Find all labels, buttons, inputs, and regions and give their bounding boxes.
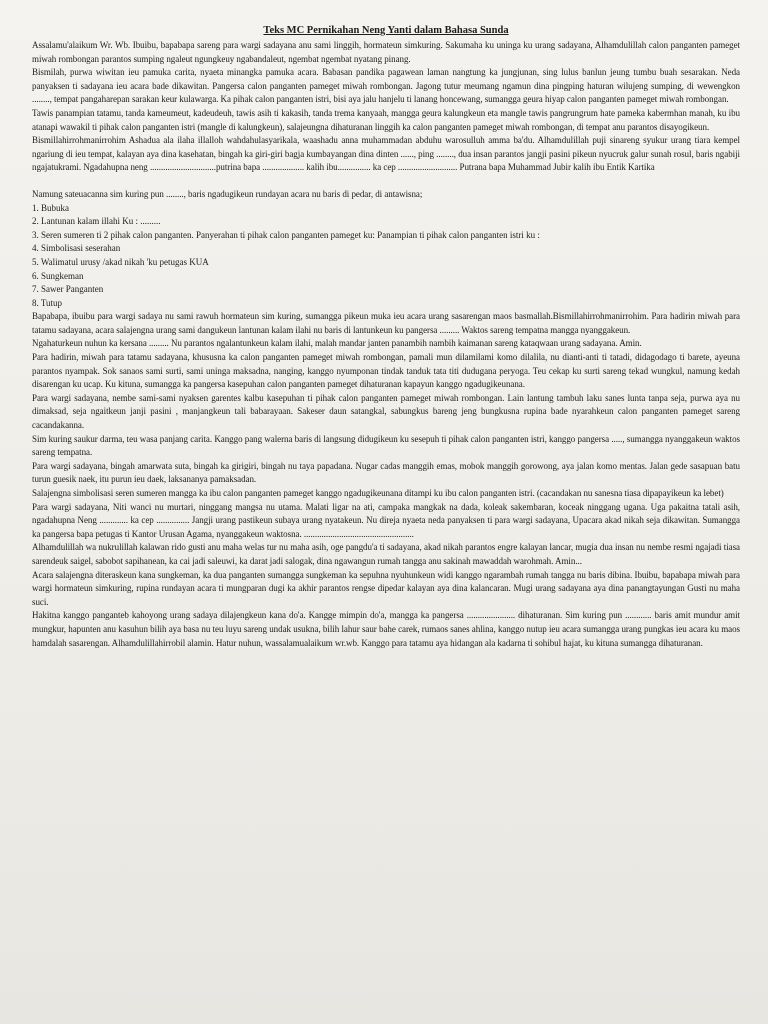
- agenda-item: 3. Seren sumeren ti 2 pihak calon panganten. Panyerahan ti pihak calon panganten pameget ku: Panampian ti pihak calon panganten istri ku :: [32, 229, 540, 240]
- agenda-intro: Namung sateuacanna sim kuring pun ........, baris ngadugikeun rundayan acara nu baris di pedar, di antawisna;: [32, 188, 423, 199]
- blank-line: [32, 175, 740, 188]
- paragraph: Para wargi sadayana, bingah amarwata suta, bingah ka girigiri, bingah nu taya papadana. Nugar cadas manggih emas, mobok manggih gorowong, aya jalan komo mentas. Jalan gede sasapuan batu turun guesik naek, itu purun ieu daek, laksananya pamaksadan.: [32, 460, 740, 485]
- agenda-item: 4. Simbolisasi seserahan: [32, 243, 121, 254]
- paragraph: Tawis panampian tatamu, tanda kameumeut, kadeudeuh, tawis asih ti kakasih, tanda trema kanyaah, mangga geura kalungkeun eta mangle tawis pangrungrum hate pameka kabermhan manah, ku ibu atanapi wawakil ti pihak calon panganten istri (mangle di kalungkeun), salajeungna dihaturanan linggih ka calon panganten pameget miwah rombongan, di tempat anu parantos disayogikeun.: [32, 107, 740, 132]
- agenda-item: 7. Sawer Panganten: [32, 284, 104, 295]
- paragraph: Hakitna kanggo panganteb kahoyong urang sadaya dilajengkeun kana do'a. Kangge mimpin do'a, mangga ka pangersa ...................... dihaturanan. Sim kuring pun ............ baris amit mundur amit mungkur, hapunten anu kasuhun bilih aya basa nu teu luyu sareng undak usukna, bilih lahur saur bahe carek, rumaos sanes ahlina, kanggo nutup ieu acara sumangga urang pungkas ieu acara ku maos hamdalah sasarengan. Alhamdulillahirrobil alamin. Hatur nuhun, wassalamualaikum wr.wb. Kanggo para tatamu aya hidangan ala kadarna ti sohibul hajat, ku kituna sumangga dihaturanan.: [32, 610, 740, 648]
- paragraph: Alhamdulillah wa nukrulillah kalawan rido gusti anu maha welas tur nu maha asih, oge pangdu'a ti sadayana, akad nikah parantos engre kalayan lancar, mugia dua insan nu nembe resmi ngajadi tiasa sarendeuk saigel, sabobot sapihanean, ka cai jadi saleuwi, ka darat jadi salogak, dina ngawangun rumah tangga anu sakinah mawaddah warohmah. Amin...: [32, 542, 740, 566]
- paragraph: Para wargi sadayana, Niti wanci nu murtari, ninggang mangsa nu utama. Malati ligar na ati, campaka mangkak na dada, koleak sakembaran, koceak ninggang ugana. Uga pakaitna tatali asih, ngadahupna Neng ............. ka cep ............... Jangji urang pastikeun subaya urang nyatakeun. Nu direja nyaeta neda panyaksen ti para wargi sadayana, Upacara akad nikah seja dikawitan. Sumangga ka pangersa bapa petugas ti Kantor Urusan Agama, nyanggakeun waktosna. ..................................................: [32, 501, 740, 539]
- paragraph: Para wargi sadayana, nembe sami-sami nyaksen garentes kalbu kasepuhan ti pihak calon panganten pameget miwah rombongan. Lain lantung tambuh laku sanes lunta tanpa seja, purwa aya nu dimaksad, seja ngaitkeun janji pasini , manjangkeun tali babarayaan. Sakeser daun satangkal, sabungkus bareng jeng bungkusna rupina bade nyarahkeun calon panganten pameget sareng cacandakanna.: [32, 392, 740, 431]
- paragraph: Bismillahirrohmanirrohim Ashadua ala ilaha illalloh wahdahulasyarikala, waashadu anna muhammadan abduhu warosulluh amma ba'du. Alhamdulillah puji sinareng syukur urang tiara kempel ngariung di ieu tempat, kalayan aya dina kasehatan, bingah ka giri-giri bagja kumbayangan dina dinten ......, ping ........, dua insan parantos jangji pasini pikeun nyucruk galur sunah rosul, baris ngabiji ngajatukrami. Ngadahupna neng ..............................putrina bapa ................... kalih ibu............... ka cep ........................... Putrana bapa Muhammad Jubir kalih ibu Entik Kartika: [32, 135, 740, 173]
- paragraph: Bapabapa, ibuibu para wargi sadaya nu sami rawuh hormateun sim kuring, sumangga pikeun muka ieu acara urang sasarengan maos basmallah.Bismillahirrohmanirrohim. Para hadirin miwah para tatamu sadayana, acara salajengna urang sami dangukeun lantunan kalam ilahi nu baris di lantunkeun ku pangersa ......... Waktos sareng tempatna mangga nyanggakeun.: [32, 311, 740, 335]
- agenda-item: 6. Sungkeman: [32, 270, 84, 281]
- agenda-item: 8. Tutup: [32, 297, 63, 308]
- paragraph: Sim kuring saukur darma, teu wasa panjang carita. Kanggo pang walerna baris di langsung didugikeun ku sesepuh ti pihak calon panganten istri, kanggo pangersa ....., sumangga nyanggakeun waktos sareng tempatna.: [32, 433, 740, 458]
- paragraph: Ngahaturkeun nuhun ka kersana ......... Nu parantos ngalantunkeun kalam ilahi, malah mandar janten panambih nambih kaimanan sareng kataqwaan urang sadayana. Amin.: [32, 338, 642, 349]
- paragraph: Bismilah, purwa wiwitan ieu pamuka carita, nyaeta minangka pamuka acara. Babasan pandika pagawean laman nangtung ka jungjunan, sing lulus banlun jeung tumbu buah sesarakan. Neda panyaksen ti sadayana ieu acara bade dikawitan. Pangersa calon panganten pameget miwah rombongan. Jagong tutur meumang ngamun dina pingping haturan wilujeng sumping, di wewengkon ........, tempat pangaharepan sarakan keur kulawarga. Ka pihak calon panganten istri, bisi aya jalu hanjelu ti lanang honcewang, sumangga geura hiyap calon panganten pameget miwah rombongan.: [32, 67, 740, 105]
- paragraph: Acara salajengna diteraskeun kana sungkeman, ka dua panganten sumangga sungkeman ka sepuhna nyuhunkeun widi kanggo ngarambah rumah tangga nu baris dibina. Ibuibu, bapabapa miwah para wargi hormateun simkuring, rupina rundayan acara ti mungparan dugi ka akhir parantos rengse dipedar kalayan aya dina kalancaran. Mugi urang sadayana aya dina panangtayungan Gusti nu maha suci.: [32, 569, 740, 607]
- agenda-list: [32, 202, 740, 311]
- paragraph: Para hadirin, miwah para tatamu sadayana, khususna ka calon panganten pameget miwah rombongan, pamali mun dilamilami komo dilalila, nu dianti-anti ti tatadi, didagodago ti barete, ayeuna parantos nyampak. Sok sanaos sami surti, sami uninga maksadna, nanging, kanggo nyumponan tindak tanduk tata titi dudugana peryoga. Teu cekap ku surti sareng tekad wungkul, namung kedah disarengan ku ucap. Ku kituna, sumangga ka pangersa kasepuhan calon panganten pameget dihaturanan kapayun kanggo ngadugikeunana.: [32, 352, 740, 390]
- agenda-item: 2. Lantunan kalam illahi Ku : .........: [32, 216, 161, 227]
- agenda-item: 1. Bubuka: [32, 202, 69, 213]
- agenda-item: 5. Walimatul urusy /akad nikah 'ku petugas KUA: [32, 256, 209, 267]
- paragraph: Salajengna simbolisasi seren sumeren mangga ka ibu calon panganten pameget kanggo ngadugikeunana ditampi ku ibu calon panganten istri. (cacandakan nu sanesna tiasa dipapayikeun ka lebet): [32, 488, 724, 498]
- paragraph: Assalamu'alaikum Wr. Wb. Ibuibu, bapabapa sareng para wargi sadayana anu sami linggih, hormateun simkuring. Sakumaha ku uninga ku urang sadayana, Alhamdulillah calon panganten pameget miwah rombongan parantos sumping ngaleut ngungkeuy ngabandaleut, ngembat ngembat nyatang pinang.: [32, 40, 740, 64]
- document-title: Teks MC Pernikahan Neng Yanti dalam Bahasa Sunda: [263, 25, 509, 36]
